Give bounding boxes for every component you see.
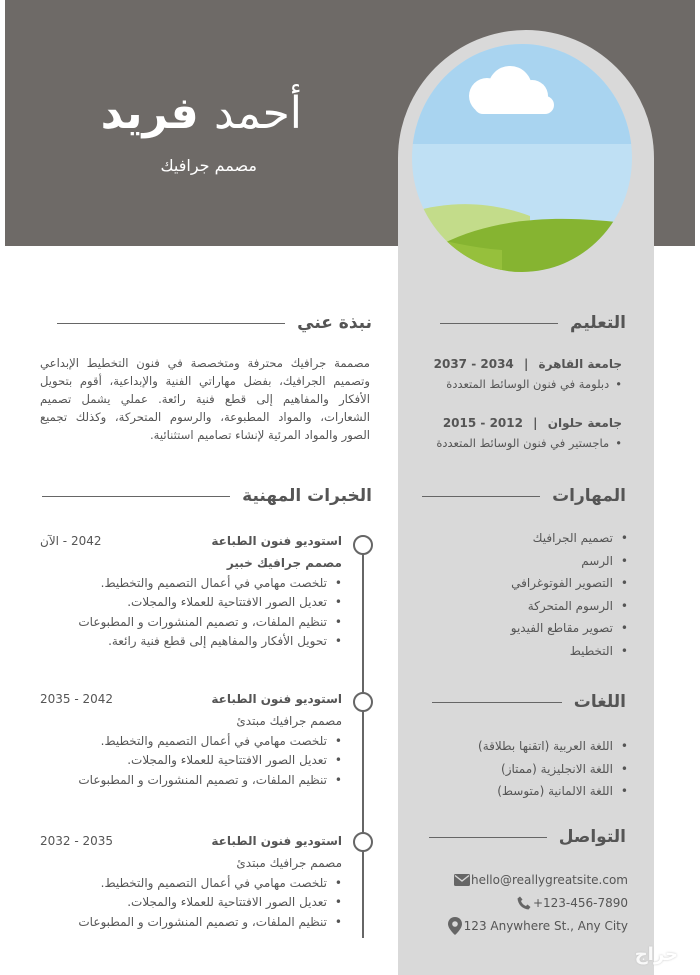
duty-item: • تلخصت مهامي في أعمال التصميم والتخطيط. — [40, 732, 342, 751]
job-3-company: استوديو فنون الطباعة — [211, 834, 342, 848]
duty-item: • تحويل الأفكار والمفاهيم إلى قطع فنية رائعة. — [40, 632, 342, 651]
contact-address — [432, 917, 628, 935]
experience-heading-label: الخبرات المهنية — [242, 486, 372, 506]
education-item-1 — [372, 357, 622, 391]
contact-phone — [501, 894, 628, 912]
job-1 — [40, 534, 342, 652]
about-heading-label: نبذة عني — [297, 313, 372, 333]
phone-icon — [515, 894, 533, 912]
watermark-logo: حراج — [634, 944, 678, 965]
education-heading — [440, 313, 626, 333]
skill-item: • التخطيط — [511, 640, 628, 663]
skill-item: • تصوير مقاطع الفيديو — [511, 617, 628, 640]
job-3-role: مصمم جرافيك مبتدئ — [236, 856, 342, 870]
language-name: اللغة الالمانية — [548, 784, 613, 799]
skills-heading — [422, 486, 626, 506]
contact-heading-line — [429, 837, 547, 838]
job-1-duties — [40, 574, 342, 652]
skill-item: • تصميم الجرافيك — [511, 527, 628, 550]
language-item — [478, 780, 628, 803]
profile-photo — [412, 44, 632, 272]
languages-heading-line — [432, 702, 562, 703]
duty-item: • تعديل الصور الافتتاحية للعملاء والمجلات. — [40, 593, 342, 612]
job-2-role: مصمم جرافيك مبتدئ — [236, 714, 342, 728]
timeline-dot — [353, 535, 373, 555]
contact-heading — [429, 827, 626, 847]
job-title: مصمم جرافيك — [160, 156, 257, 175]
timeline-dot — [353, 692, 373, 712]
language-level: (متوسط) — [497, 784, 545, 799]
contact-phone-text[interactable]: +123-456-7890 — [532, 896, 628, 910]
education-item-2-degree-text: ماجستير في فنون الوسائط المتعددة — [436, 436, 610, 450]
skills-list — [511, 527, 628, 663]
language-item — [478, 758, 628, 781]
education-item-2 — [372, 416, 622, 450]
languages-list — [478, 735, 628, 803]
education-item-2-header: جامعة حلوان | 2012 - 2015 — [442, 416, 622, 430]
duty-item: • تلخصت مهامي في أعمال التصميم والتخطيط. — [40, 574, 342, 593]
skills-heading-label: المهارات — [552, 486, 626, 506]
about-text: مصممة جرافيك محترفة ومتخصصة في فنون التخطيط الإبداعي وتصميم الجرافيك، بفضل مهاراتي الفنية والإبداعية، أقوم بتحويل الأفكار والمفاهيم إلى قطع فنية رائعة. عملي يشمل تصميم الشعارات، والمواد المطبوعة، والرسوم المتحركة، وكذلك تجميع الصور والمواد المرئية لإنشاء تصاميم استثنائية. — [40, 356, 370, 442]
job-3-duties — [40, 874, 342, 932]
contact-email — [439, 871, 628, 889]
job-1-date: 2042 - الآن — [40, 534, 102, 548]
skill-item: • الرسوم المتحركة — [511, 595, 628, 618]
language-name: اللغة العربية — [553, 739, 613, 753]
timeline-dot — [353, 832, 373, 852]
job-2-company: استوديو فنون الطباعة — [211, 692, 342, 706]
experience-heading-line — [42, 496, 230, 497]
job-3-date: 2032 - 2035 — [40, 834, 114, 848]
duty-item: • تعديل الصور الافتتاحية للعملاء والمجلات. — [40, 893, 342, 912]
contact-email-text[interactable]: hello@reallygreatsite.com — [470, 873, 628, 887]
job-1-role: مصمم جرافيك خبير — [226, 556, 342, 570]
duty-item: • تنظيم الملفات، و تصميم المنشورات و المطبوعات — [40, 771, 342, 790]
language-item — [478, 735, 628, 758]
name-last: فريد — [100, 88, 199, 139]
education-item-1-years: 2034 - 2037 — [433, 357, 514, 371]
languages-heading-label: اللغات — [573, 692, 626, 712]
duty-item: • تعديل الصور الافتتاحية للعملاء والمجلات. — [40, 751, 342, 770]
education-heading-line — [440, 323, 558, 324]
experience-timeline — [362, 546, 364, 938]
education-item-1-degree — [372, 377, 622, 391]
education-heading-label: التعليم — [570, 313, 626, 333]
about-heading — [57, 313, 372, 333]
experience-heading — [42, 486, 372, 506]
job-1-company: استوديو فنون الطباعة — [211, 534, 342, 548]
language-name: اللغة الانجليزية — [540, 761, 613, 776]
job-2-duties — [40, 732, 342, 790]
location-pin-icon — [446, 917, 464, 935]
job-2-date: 2035 - 2042 — [40, 692, 114, 706]
education-item-2-years: 2012 - 2015 — [442, 416, 523, 430]
duty-item: • تنظيم الملفات، و تصميم المنشورات و المطبوعات — [40, 613, 342, 632]
contact-heading-label: التواصل — [558, 827, 626, 847]
education-item-2-university: جامعة حلوان — [547, 416, 622, 430]
education-item-1-header: جامعة القاهرة | 2034 - 2037 — [433, 357, 622, 371]
skills-heading-line — [422, 496, 540, 497]
duty-item: • تلخصت مهامي في أعمال التصميم والتخطيط. — [40, 874, 342, 893]
language-level: (اتقنها بطلاقة) — [478, 739, 550, 753]
education-item-2-degree — [372, 436, 622, 450]
envelope-icon — [453, 871, 471, 889]
skill-item: • التصوير الفوتوغرافي — [511, 572, 628, 595]
job-2 — [40, 692, 342, 790]
education-item-1-university: جامعة القاهرة — [538, 357, 622, 371]
skill-item: • الرسم — [511, 550, 628, 573]
languages-heading — [432, 692, 626, 712]
job-3 — [40, 834, 342, 932]
about-heading-line — [57, 323, 285, 324]
full-name — [101, 88, 302, 139]
duty-item: • تنظيم الملفات، و تصميم المنشورات و المطبوعات — [40, 913, 342, 932]
contact-address-text: 123 Anywhere St., Any City — [463, 919, 628, 933]
education-item-1-degree-text: دبلومة في فنون الوسائط المتعددة — [446, 377, 610, 391]
language-level: (ممتاز) — [501, 761, 537, 776]
name-first: أحمد — [214, 88, 302, 139]
